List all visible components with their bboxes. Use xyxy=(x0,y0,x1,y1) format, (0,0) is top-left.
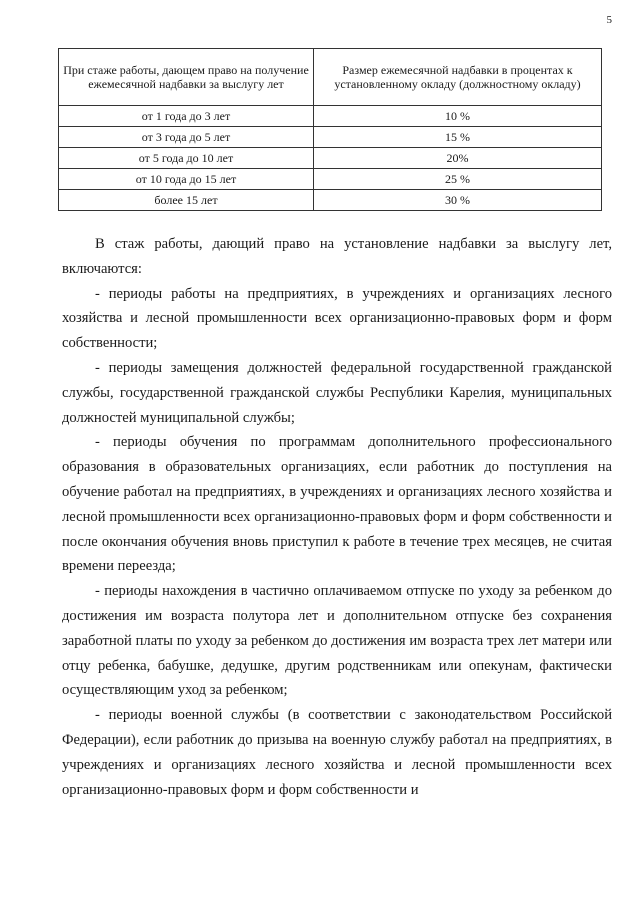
page-number: 5 xyxy=(606,14,612,26)
table-cell-period: от 10 года до 15 лет xyxy=(59,169,314,190)
list-item: - периоды работы на предприятиях, в учреждениях и организациях лесного хозяйства и лесной промышленности всех организационно-правовых форм и форм собственности; xyxy=(62,285,612,352)
table-row xyxy=(59,106,602,127)
document-body xyxy=(62,232,612,802)
table-cell-rate: 20% xyxy=(314,148,602,169)
table-cell-period: от 1 года до 3 лет xyxy=(59,106,314,127)
list-item: - периоды обучения по программам дополнительного профессионального образования в образовательных организациях, если работник до поступления на обучение работал на предприятиях, в учреждениях и организациях лесного хозяйства и лесной промышленности всех организационно-правовых форм и форм собственности и после окончания обучения вновь приступил к работе в течение трех месяцев, не считая времени переезда; xyxy=(62,434,612,575)
table-header-row xyxy=(59,49,602,106)
list-item: - периоды нахождения в частично оплачиваемом отпуске по уходу за ребенком до достижения им возраста полутора лет и дополнительном отпуске без сохранения заработной платы по уходу за ребенком до достижения им возраста трех лет матери или отцу ребенка, бабушке, дедушке, другим родственникам или опекунам, фактически осуществляющим уход за ребенком; xyxy=(62,583,612,699)
table-cell-period: от 5 года до 10 лет xyxy=(59,148,314,169)
table-cell-period: от 3 года до 5 лет xyxy=(59,127,314,148)
table-row xyxy=(59,148,602,169)
table-row xyxy=(59,190,602,211)
table-header-bonus-rate: Размер ежемесячной надбавки в процентах к установленному окладу (должностному окладу) xyxy=(314,49,602,106)
table-header-experience: При стаже работы, дающем право на получение ежемесячной надбавки за выслугу лет xyxy=(59,49,314,106)
table-cell-rate: 25 % xyxy=(314,169,602,190)
table-row xyxy=(59,169,602,190)
seniority-bonus-table xyxy=(58,48,602,211)
list-item: - периоды военной службы (в соответствии с законодательством Российской Федерации), если работник до призыва на военную службу работал на предприятиях, в учреждениях и организациях лесного хозяйства и лесной промышленности всех организационно-правовых форм и форм собственности и xyxy=(62,707,612,798)
table-cell-period: более 15 лет xyxy=(59,190,314,211)
table-cell-rate: 15 % xyxy=(314,127,602,148)
table-row xyxy=(59,127,602,148)
intro-paragraph: В стаж работы, дающий право на установление надбавки за выслугу лет, включаются: xyxy=(62,236,612,277)
list-item: - периоды замещения должностей федеральной государственной гражданской службы, государственной гражданской службы Республики Карелия, муниципальных должностей муниципальной службы; xyxy=(62,359,612,426)
table-cell-rate: 10 % xyxy=(314,106,602,127)
table-cell-rate: 30 % xyxy=(314,190,602,211)
